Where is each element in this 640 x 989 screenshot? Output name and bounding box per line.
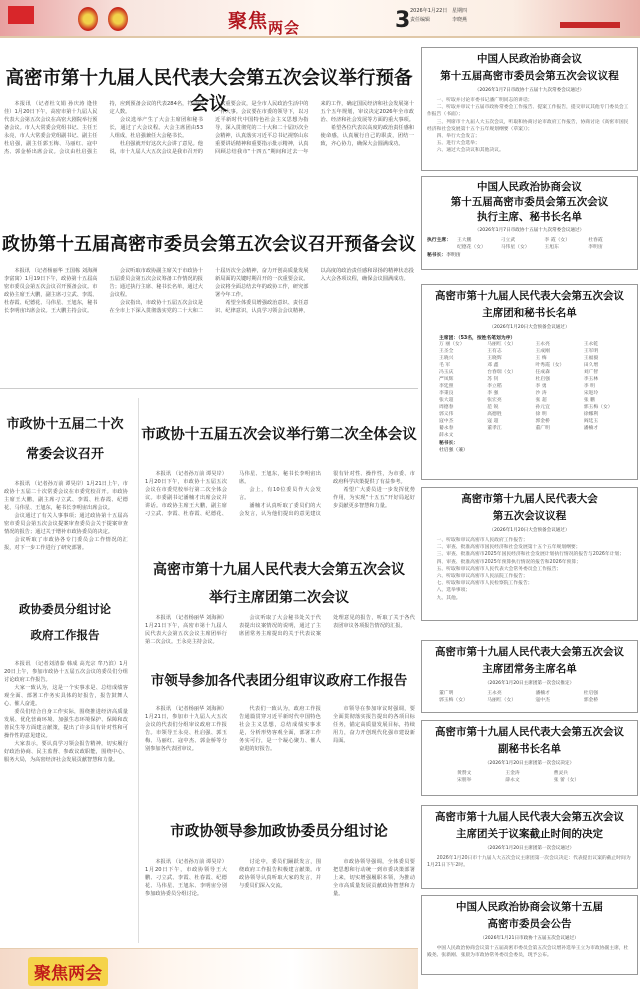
member-name: 王有志 — [487, 349, 502, 354]
member-name: 纪德花（女） — [457, 245, 486, 250]
article-body — [145, 614, 415, 656]
member-name: 严凤辉 — [439, 377, 454, 382]
paragraph: 本报讯 （记者杨丽华 刘海洲）1月21日，参加市十九届人大五次会议的代表们分组审议政府工作报告。市领导王永亮、杜启强、郭玉梅、马丽红、寇中杰、郭金桥等分别参加各代表团审议。 — [145, 706, 227, 752]
member-name: 李 强 — [487, 391, 499, 396]
member-name: 董广明 — [535, 426, 550, 431]
paragraph: 会议指出，市政协十五届五次会议是在全市上下深入贯彻落实党的二十大和二十届历次全会精神，奋力开创高质量发展新局面的关键时期召开的一次重要会议。会议将全面总结去年的政协工作，研究部署今年工作。 — [109, 268, 309, 314]
article-body — [145, 470, 415, 550]
member-name: 张 蕾（女） — [553, 778, 580, 783]
paragraph: 会议通过了有关人事事项；通过政协第十五届高密市委员会第五次会议提案审查委员会关于提案审查情况的报告；通过关于增补市政协委员的决定。 — [4, 513, 128, 535]
member-name: 王旭东 — [544, 245, 559, 250]
paragraph: 会上，有10位委员作大会发言。 — [239, 487, 321, 501]
section-title: 聚焦$_{两会}$ — [228, 10, 301, 37]
paragraph: 市政协领导强调，全体委员要把思想和行动统一到市委决策部署上来，切实增强履职本领，为推动全市高质量发展贡献政协智慧和力量。 — [333, 859, 415, 897]
masthead-banner — [0, 0, 640, 38]
cppcc-agenda-box: 中国人民政治协商会议 第十五届高密市委员会第五次会议议程 （2026年1月7日市政协十五届十九次常委会议通过） 一、听取并讨论市委书记潘广明同志的讲话； 二、听取并审议十五届市政协常委会工作报告、提案工作报告，提交审议其他专门委员会工作报告（书面）； 三、列席市十九届人大五次会议，听取和协商讨论市政府工作报告，协商讨论《高密市国民经济和社会发展第十五个五年规划纲要（草案）》； 四、举行大会发言； 五、进行大会选举； 六、通过大会决议和其他决议。 — [421, 47, 638, 171]
member-name: 潘楠才 — [535, 691, 550, 696]
paragraph: 杜启强就开好这次大会讲了意见。他说，市十九届人大五次会议是我市召开的一次重要会议，是全市人民政治生活中的一件大事。会议要在市委的领导下，以习近平新时代中国特色社会主义思想为指导，深入贯彻党的二十大和二十届历次全会精神，认真落实习近平总书记视察山东重要讲话精神和重要指示批示精神，认真回顾总结我市“十四五”期间和过去一年来的工作，确定国民经济和社会发展第十五个五年规划，审议决定2026年全市政治、经济和社会发展等方面的重大事项。 — [109, 101, 414, 155]
member-name: 王永亮 — [535, 342, 550, 347]
member-name: 李 霞（女） — [544, 238, 571, 243]
box-line: 三、审查、批准高密市2025年国民经济和社会发展计划执行情况的报告与2026年计划； — [436, 552, 625, 558]
paragraph: 市领导在参加审议时强调，要全面贯彻落实报告提出的各项目标任务，锚定高质量发展目标，持续用力，奋力开创现代化强市建设新局面。 — [333, 706, 415, 744]
box-line: 五、听取和审议高密市人民代表大会常务委员会工作报告； — [436, 566, 562, 572]
member-name: 宋朋举 — [457, 778, 472, 783]
member-name: 邓 鑫 — [487, 363, 499, 368]
member-name: 苏 钊 — [487, 377, 499, 382]
member-name: 郭金桥 — [535, 419, 550, 424]
member-name: 杜春霞 — [588, 238, 603, 243]
box-line: 四、审查、批准高密市2025年预算执行情况的报告和2026年预算； — [436, 559, 581, 565]
paragraph: 会议听取了大会秘书处关于代表提出议案情况的说明，通过了主席团常务主席提出的关于代表议案处理意见的报告，听取了关于各代表团审议各项报告情况的汇报。 — [239, 615, 415, 637]
paragraph: 希望广大委员进一步发挥优势作用，为实现“十五五”开好局起好步贡献更多智慧和力量。 — [333, 487, 415, 509]
member-name: 周德春 — [439, 405, 454, 410]
cppcc-emblem-icon — [108, 7, 128, 31]
member-name: 孙元宜 — [535, 405, 550, 410]
box-line: 2026年1月20日市十九届人大五次会议主席团第一次会议决定：代表提出议案的截止时间为1月21日下午2时。 — [427, 856, 631, 869]
member-name: 李廷照 — [439, 384, 454, 389]
paragraph: 本报讯 （记者杨丽华 王国栋 刘海洲 李富寓）1月19日下午，政协第十五届高密市委员会第五次会议召开预备会议。市政协主席王大鹏，副主席刁立武、李霞、杜春霞、纪德花、马伟星、王旭东，秘书长李明宙出席会议。王大鹏主持会议。 — [4, 268, 98, 314]
motion-deadline-box: 高密市第十九届人民代表大会第五次会议 主席团关于议案截止时间的决定 （2026年1月20日主席团第一次会议通过） 2026年1月20日市十九届人大五次会议主席团第一次会议决定：代表提出议案的截止时间为1月21日下午2时。 — [421, 805, 638, 889]
member-name: 杜启强 — [535, 377, 550, 382]
member-name: 王福毅 — [583, 356, 599, 361]
cppcc-announcement-box: 中国人民政治协商会议第十五届 高密市委员会公告 （2026年1月21日市政协十五届五次会议通过） 中国人民政治协商会议第十五届高密市委员会第五次会议增补选举王立为市政协副主席，杜殿尧、张新刚、张晨为市政协常务委员会委员，现予公布。 — [421, 895, 638, 975]
member-name: 郭金桥 — [583, 698, 599, 703]
tiananmen-icon — [560, 22, 620, 28]
headline: 高密市第十九届人民代表大会第五次会议举行预备会议 — [5, 68, 413, 115]
member-name: 寇 超 — [487, 419, 499, 424]
member-name: 董广明 — [439, 691, 454, 696]
member-name: 黄赞文 — [457, 771, 472, 776]
member-name: 李玉林 — [583, 377, 599, 382]
issue-info: 2026年1月22日 责任编辑 — [410, 8, 448, 23]
article-body — [145, 705, 415, 805]
headline: 市政协十五届二十次 常委会议召开 — [6, 417, 124, 462]
paragraph: 本报讯 （记者孙万前 谭昊岸）1月20日下午，市政协十五届五次会议在市委党校举行第二次全体会议。市委副书记潘楠才出席会议并讲话。市政协主席王大鹏，副主席刁立武、李霞、杜春霞、纪德花、马伟星、王旭东，秘书长李明宙出席。 — [145, 471, 321, 517]
npc-agenda-box: 高密市第十九届人民代表大会 第五次会议议程 （2026年1月20日大会预备会议通过） 一、听取和审议高密市人民政府工作报告； 二、审查、批准高密市国民经济和社会发展第十五个五年规划纲要； 三、审查、批准高密市2025年国民经济和社会发展计划执行情况的报告与2026年计划； 四、审查、批准高密市2025年预算执行情况的报告和2026年预算； 五、听取和审议高密市人民代表大会常务委员会工作报告； 六、听取和审议高密市人民法院工作报告； 七、听取和审议高密市人民检察院工作报告； 八、选举事项； 九、其他。 — [421, 487, 638, 621]
member-name: 綦永春 — [439, 426, 454, 431]
box-line: 六、通过大会决议和其他决议。 — [436, 148, 504, 154]
member-name: 李立稻 — [487, 384, 502, 389]
paragraph: 希望全体委员增强政治意识、责任意识、纪律意识，认真学习领会会议精神，以高度的政治责任感和昂扬的精神状态投入大会各项议程，确保会议圆满成功。 — [215, 268, 414, 314]
member-name: 薛永文 — [439, 433, 454, 438]
article-body — [4, 660, 128, 945]
member-name: 高德胜 — [487, 412, 502, 417]
member-name: 王金涛 — [505, 771, 520, 776]
article-body — [4, 480, 128, 590]
member-name: 寇中杰 — [439, 419, 454, 424]
member-name: 李 勇 — [535, 384, 547, 389]
paragraph: 大家表示，要认真学习领会报告精神，切实履行好政治协商、民主监督、参政议政职能，围绕中心、服务大局，为高密经济社会发展贡献智慧和力量。 — [4, 741, 128, 763]
member-name: 万 丽（女） — [439, 342, 465, 347]
member-name: 宋进玲 — [583, 391, 599, 396]
box-line: 四、举行大会发言； — [436, 134, 480, 140]
member-name: 张大超 — [439, 398, 454, 403]
member-name: 郭玉梅（女） — [583, 405, 613, 410]
member-name: 毛 军 — [439, 363, 451, 368]
member-name: 王永亮 — [487, 691, 502, 696]
paragraph: 本报讯 （记者杜文娟 孙庆涛 逄佳佳）1月20日下午，高密市第十九届人民代表大会第五次会议在高密大剧院举行预备会议。市人大常委会党组书记、主任王永亮，市人大常委会党组副书记、副主任杜启强，副主任郭玉梅、马丽红、寇中杰、郭金桥出席会议。会议由杜启强主持，应到预备会议的代表284名，符合法定人数。 — [4, 101, 203, 155]
member-name: 郭义伟 — [439, 412, 454, 417]
box-line: 二、审查、批准高密市国民经济和社会发展第十五个五年规划纲要； — [436, 545, 581, 551]
page-number: 3 — [395, 8, 411, 33]
paragraph: 希望各位代表以高度的政治责任感和使命感，认真履行自己的职责，团结一致，齐心协力，确保大会圆满成功。 — [320, 125, 414, 147]
box-line: 七、听取和审议高密市人民检察院工作报告； — [436, 581, 533, 587]
member-name: 阎廷玉 — [583, 419, 599, 424]
issue-info-2: 星期四 李晓燕 — [452, 8, 468, 23]
member-name: 刁立武 — [500, 238, 516, 243]
cppcc-chairs-box: 中国人民政治协商会议 第十五届高密市委员会第五次会议 执行主席、秘书长名单 （2026年1月7日市政协十五届十九次常委会议通过） 执行主席： 王大鹏 刁立武 李 霞（女） 杜春霞 纪德花（女） 马伟星（女） 王旭东 李明宙 秘书长：李明宙 — [421, 176, 638, 270]
member-name: 徐 明 — [535, 412, 547, 417]
paragraph: 讨论中，委员们踊跃发言，围绕政府工作报告积极建言献策。市政协领导认真听取大家的发言，并与委员们深入交流。 — [239, 859, 321, 889]
national-emblem-icon — [78, 7, 98, 31]
member-name: 张 超 — [535, 398, 547, 403]
box-line: 三、列席市十九届人大五次会议，听取和协商讨论市政府工作报告，协商讨论《高密市国民经济和社会发展第十五个五年规划纲要（草案）》； — [427, 119, 629, 132]
box-line: 中国人民政治协商会议第十五届高密市委员会第五次会议增补选举王立为市政协副主席，杜殿尧、张新刚、张晨为市政协常务委员会委员，现予公布。 — [427, 946, 629, 959]
column-divider — [138, 398, 139, 943]
footer-banner — [0, 948, 418, 989]
member-name: 薛永文 — [505, 778, 520, 783]
paragraph: 会议听取了市政协各专门委员会工作情况的汇报，对下一步工作进行了研究部署。 — [4, 537, 128, 551]
box-line: 八、选举事项； — [436, 588, 471, 594]
member-name: 董孝江 — [487, 426, 502, 431]
headline: 高密市第十九届人民代表大会第五次会议 举行主席团第二次会议 — [153, 562, 405, 606]
member-name: 潘楠才 — [583, 426, 599, 431]
member-name: 王 梅 — [535, 356, 547, 361]
member-name: 杜启强 — [583, 691, 599, 696]
article-body — [145, 858, 415, 943]
member-name: 张 鹏 — [583, 398, 595, 403]
member-name: 曹灵兵 — [553, 771, 569, 776]
npc-presidium-box: 高密市第十九届人民代表大会第五次会议 主席团和秘书长名单 （2026年1月20日大会预备会议通过） 主席团：（53名，按姓名笔划为序） 万 丽（女） 马丽红（女） 王永亮 王永乾 王圣全 王有志 王成刚 王军明 王晓兴 王晓辉 王 梅 王福毅 毛 军 邓 鑫 叶秀霞（女） 田久增 冯玉庆 台春瑞（女） 任成森 刘广智 严凤辉 苏 钊 杜启强 李玉林 李廷照 李立稻 李 勇 李 明 李秉良 李 强 沙 涛 宋进玲 张大超 张宏亮 张 超 张 鹏 周德春 范 锐 孙元宜 郭玉梅（女） 郭义伟 高德胜 徐 明 徐娜利 寇中杰 寇 超 郭金桥 阎廷玉 綦永春 董孝江 董广明 潘楠才 薛永文 秘书长： 杜启强（兼） — [421, 284, 638, 480]
paragraph: 本报讯 （记者杨丽华 刘海洲）1月21日下午，高密市第十九届人民代表大会第五次会议主席团举行第二次会议。王永亮主持会议。 — [145, 615, 227, 645]
member-name: 李 明 — [583, 384, 595, 389]
paragraph: 本报讯 （记者孙万前 谭昊岸）1月20日下午，市政协领导王大鹏、刁立武、李霞、杜春霞、纪德花、马伟星、王旭东、李明宙分别参加政协委员分组讨论。 — [145, 859, 227, 897]
box-line: 一、听取并讨论市委书记潘广明同志的讲话； — [436, 98, 533, 103]
member-name: 台春瑞（女） — [487, 370, 517, 375]
member-name: 王晓兴 — [439, 356, 454, 361]
member-name: 马丽红（女） — [487, 698, 517, 703]
flag-icon — [8, 6, 34, 24]
headline: 市政协十五届五次会议举行第二次全体会议 — [141, 427, 417, 443]
member-name: 马丽红（女） — [487, 342, 517, 347]
focus-sessions-logo: 聚焦两会 — [28, 957, 108, 986]
member-name: 范 锐 — [487, 405, 499, 410]
member-name: 郭玉梅（女） — [439, 698, 468, 703]
member-name: 马伟星（女） — [500, 245, 530, 250]
box-line: 一、听取和审议高密市人民政府工作报告； — [436, 538, 528, 543]
paragraph: 委员们结合自身工作实际，围绕推进经济高质量发展、优化营商环境、加强生态环境保护、保障和改善民生等方面建言献策，提出了许多具有针对性和可操作性的意见建议。 — [4, 709, 128, 739]
divider — [0, 388, 418, 389]
box-line: 九、其他。 — [436, 595, 461, 601]
paragraph: 代表们一致认为，政府工作报告通篇贯穿习近平新时代中国特色社会主义思想，总结成绩实事求是，分析形势客观全面，部署工作务实可行，是一个凝心聚力、催人奋进的好报告。 — [239, 706, 321, 752]
member-name: 李秉良 — [439, 391, 454, 396]
member-name: 张宏亮 — [487, 398, 502, 403]
member-name: 王永乾 — [583, 342, 599, 347]
member-name: 王大鹏 — [457, 238, 472, 243]
standing-chairs-box: 高密市第十九届人民代表大会第五次会议 主席团常务主席名单 （2026年1月20日主席团第一次会议推定） 董广明 王永亮 潘楠才 杜启强 郭玉梅（女） 马丽红（女） 寇中杰 郭金桥 — [421, 640, 638, 713]
headline: 市领导参加各代表团分组审议政府工作报告 — [150, 673, 408, 689]
member-name: 冯玉庆 — [439, 370, 454, 375]
member-name: 任成森 — [535, 370, 550, 375]
member-name: 寇中杰 — [535, 698, 550, 703]
headline: 政协委员分组讨论 政府工作报告 — [19, 602, 111, 642]
member-name: 沙 涛 — [535, 391, 547, 396]
paragraph: 本报讯 （记者孙万前 谭昊岸）1月21日上午，市政协十五届二十次常委会议在市委党校召开。市政协主席王大鹏，副主席刁立武、李霞、杜春霞、纪德花、马伟星、王旭东，秘书长李明宙出席会议。 — [4, 481, 128, 511]
member-name: 田久增 — [583, 363, 599, 368]
headline: 市政协领导参加政协委员分组讨论 — [170, 824, 388, 840]
article-body — [4, 100, 414, 210]
member-name: 叶秀霞（女） — [535, 363, 565, 368]
paragraph: 会议听取市政协副主席关于市政协十五届委员会第五次会议筹备工作情况的报告；通过执行主席、秘书长名单，通过大会议程。 — [109, 268, 203, 298]
member-name: 王圣全 — [439, 349, 454, 354]
member-name: 王成刚 — [535, 349, 550, 354]
paragraph: 大家一致认为，这是一个实事求是、总结成绩客观全面、部署工作务实具体的好报告，报告鼓舞人心、催人奋进。 — [4, 685, 128, 707]
box-line: 二、听取并审议十五届市政协常委会工作报告、提案工作报告，提交审议其他专门委员会工作报告（书面）； — [427, 105, 629, 118]
member-name: 刘广智 — [583, 370, 599, 375]
deputy-secretaries-box: 高密市第十九届人民代表大会第五次会议 副秘书长名单 （2026年1月20日主席团第一次会议决定） 黄赞文 王金涛 曹灵兵 宋朋举 薛永文 张 蕾（女） — [421, 720, 638, 796]
member-name: 王晓辉 — [487, 356, 502, 361]
paragraph: 潘楠才认真听取了委员们的大会发言，认为他们提出的意见建议很有针对性、操作性，为市委、市政府科学决策提供了有益参考。 — [239, 471, 415, 517]
member-name: 徐娜利 — [583, 412, 599, 417]
headline: 政协第十五届高密市委员会第五次会议召开预备会议 — [2, 234, 416, 255]
member-name: 李明宙 — [588, 245, 603, 250]
paragraph: 会议选举产生了大会主席团和秘书长，通过了大会议程。大会主席团由53人组成，杜启强兼任大会秘书长。 — [109, 117, 203, 139]
box-line: 五、进行大会选举； — [436, 141, 480, 147]
article-body — [4, 267, 414, 377]
box-line: 六、听取和审议高密市人民法院工作报告； — [436, 574, 528, 580]
paragraph: 本报讯 （记者刘清泰 韩成 高光宗 牟乃滨）1月20日上午，参加市政协十五届五次会议的委员们分组讨论政府工作报告。 — [4, 661, 128, 683]
member-name: 王军明 — [583, 349, 599, 354]
